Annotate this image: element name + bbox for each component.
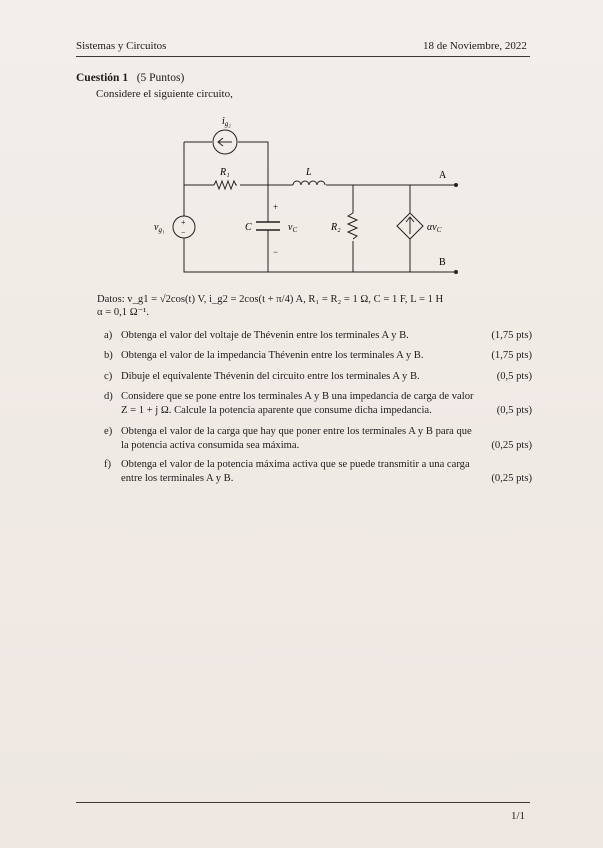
dep-source-label: $\alpha v_C$ [427,222,442,234]
item-text: Dibuje el equivalente Thévenin del circuito entre los terminales A y B. [121,371,420,382]
item-points: (1,75 pts) [491,330,532,341]
item-text: Obtenga el valor de la carga que hay que poner entre los terminales A y B para que [121,426,472,437]
r2-label: R₂ [331,222,341,233]
terminal-a-dot [454,183,458,187]
header-course: Sistemas y Circuitos [76,40,167,52]
r1-label: R₁ [220,167,230,178]
item-label: b) [104,350,113,361]
question-title [76,72,184,84]
item-text-cont: la potencia activa consumida sea máxima. [121,439,300,451]
list-item-c [104,370,532,384]
item-points: (1,75 pts) [491,350,532,361]
vg1-plus: + [181,218,186,227]
list-item-a [104,329,532,343]
data-block [97,293,537,319]
item-text: Obtenga el valor de la potencia máxima activa que se puede transmitir a una carga [121,459,470,470]
item-label: c) [104,371,113,382]
item-points: (0,5 pts) [496,371,532,382]
resistor-r2 [348,213,357,239]
terminal-b-dot [454,270,458,274]
capacitor-c [256,222,280,230]
header-rule [76,56,530,57]
item-label: a) [104,330,113,341]
data-line-1: Datos: v_g1 = √2cos(t) V, i_g2 = 2cos(t + π/4) A, R₁ = R₂ = 1 Ω, C = 1 F, L = 1 H [97,294,444,305]
footer-rule [76,802,530,803]
question-number: Cuestión 1 [76,72,129,84]
header-date: 18 de Noviembre, 2022 [423,40,527,52]
item-text-cont: Z = 1 + j Ω. Calcule la potencia aparente que consume dicha impedancia. [121,404,432,416]
item-points: (0,25 pts) [491,439,532,451]
terminal-b-label: B [439,257,446,268]
vc-label: $v_C$ [288,222,298,234]
data-line-2: α = 0,1 Ω⁻¹. [97,307,150,318]
page-number: 1/1 [511,810,526,822]
vc-minus: − [273,247,279,257]
list-item-b [104,349,532,363]
list-item-e [104,425,532,452]
list-item-d [104,390,532,417]
item-text: Obtenga el valor de la impedancia Thévenin entre los terminales A y B. [121,350,424,361]
wire-top-right [238,142,268,185]
resistor-r1 [214,181,237,189]
c-label: C [245,222,252,233]
item-label: e) [104,426,113,437]
vc-plus: + [273,202,279,212]
terminal-a-label: A [439,170,447,181]
ig2-label: $i_{g_2}$ [222,116,231,128]
item-text: Obtenga el valor del voltaje de Thévenin entre los terminales A y B. [121,330,409,341]
item-text-cont: entre los terminales A y B. [121,472,234,484]
circuit-diagram [150,112,470,284]
inductor-l [293,181,325,185]
dependent-arrow [406,217,414,234]
item-label: d) [104,391,113,402]
current-arrow [218,138,232,146]
item-points: (0,25 pts) [491,472,532,484]
wire-bottom [184,238,456,272]
item-points: (0,5 pts) [496,404,532,416]
list-item-f [104,458,532,485]
vg1-label: $v_{g_1}$ [154,222,165,234]
question-intro: Considere el siguiente circuito, [96,88,233,100]
l-label: L [306,167,312,178]
item-text: Considere que se pone entre los terminales A y B una impedancia de carga de valor [121,391,474,402]
vg1-minus: − [181,228,186,237]
question-points: (5 Puntos) [136,72,185,84]
item-label: f) [104,459,112,470]
